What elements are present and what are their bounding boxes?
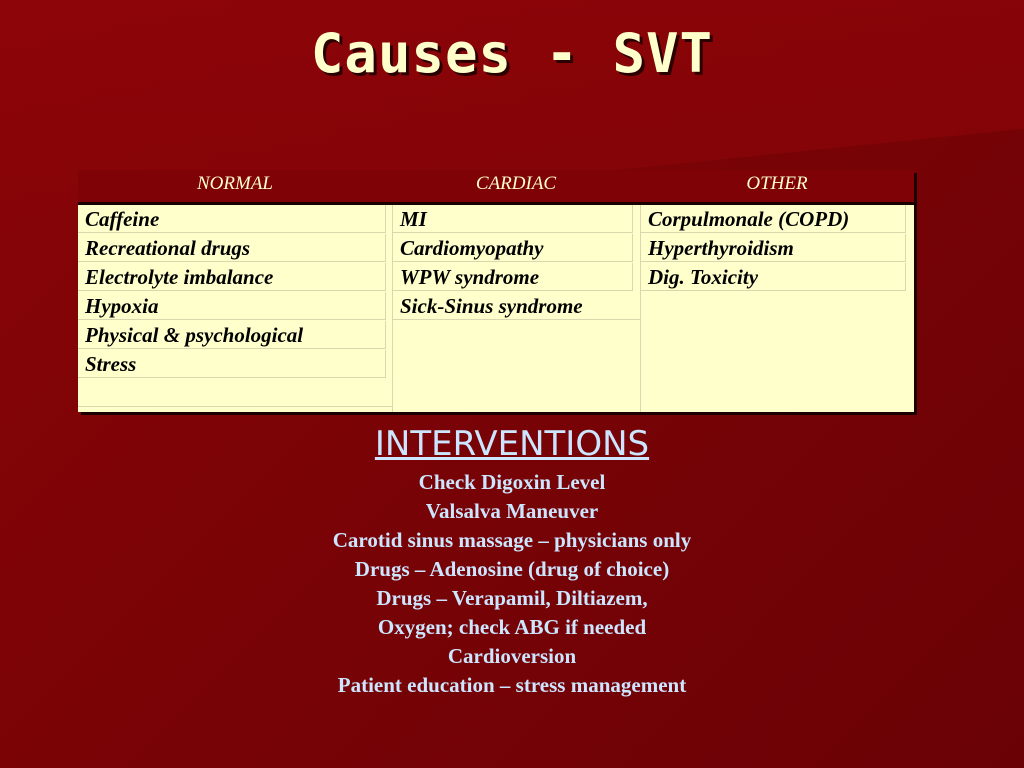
header-normal: NORMAL xyxy=(197,173,273,194)
table-cell: Physical & psychological xyxy=(78,321,386,349)
list-item: Valsalva Maneuver xyxy=(425,499,599,523)
list-item: Carotid sinus massage – physicians only xyxy=(332,528,692,552)
causes-table xyxy=(78,170,914,412)
interventions-heading: INTERVENTIONS xyxy=(374,424,650,464)
table-cell: Electrolyte imbalance xyxy=(78,263,386,291)
list-item: Drugs – Adenosine (drug of choice) xyxy=(354,557,670,581)
table-cell: WPW syndrome xyxy=(393,263,633,291)
list-item: Drugs – Verapamil, Diltiazem, xyxy=(376,586,648,610)
table-cell: Recreational drugs xyxy=(78,234,386,262)
slide-title: Causes - SVT xyxy=(310,22,714,85)
column-normal xyxy=(78,205,392,412)
list-item: Patient education – stress management xyxy=(337,673,687,697)
table-cell: Dig. Toxicity xyxy=(641,263,906,291)
header-cardiac: CARDIAC xyxy=(475,173,557,194)
table-cell: Hyperthyroidism xyxy=(641,234,906,262)
table-cell: Stress xyxy=(78,350,386,378)
table-cell: MI xyxy=(393,205,633,233)
interventions-section xyxy=(0,424,1024,700)
list-item: Check Digoxin Level xyxy=(418,470,606,494)
list-item: Cardioversion xyxy=(447,644,577,668)
header-other: OTHER xyxy=(746,173,808,194)
column-cardiac xyxy=(392,205,641,412)
table-cell: Sick-Sinus syndrome xyxy=(393,292,641,320)
list-item: Oxygen; check ABG if needed xyxy=(377,615,647,639)
table-cell-empty xyxy=(78,379,392,407)
table-cell: Caffeine xyxy=(78,205,386,233)
table-cell: Cardiomyopathy xyxy=(393,234,633,262)
column-other xyxy=(640,205,915,412)
table-cell: Corpulmonale (COPD) xyxy=(641,205,906,233)
table-header-row xyxy=(78,170,914,205)
table-cell: Hypoxia xyxy=(78,292,386,320)
